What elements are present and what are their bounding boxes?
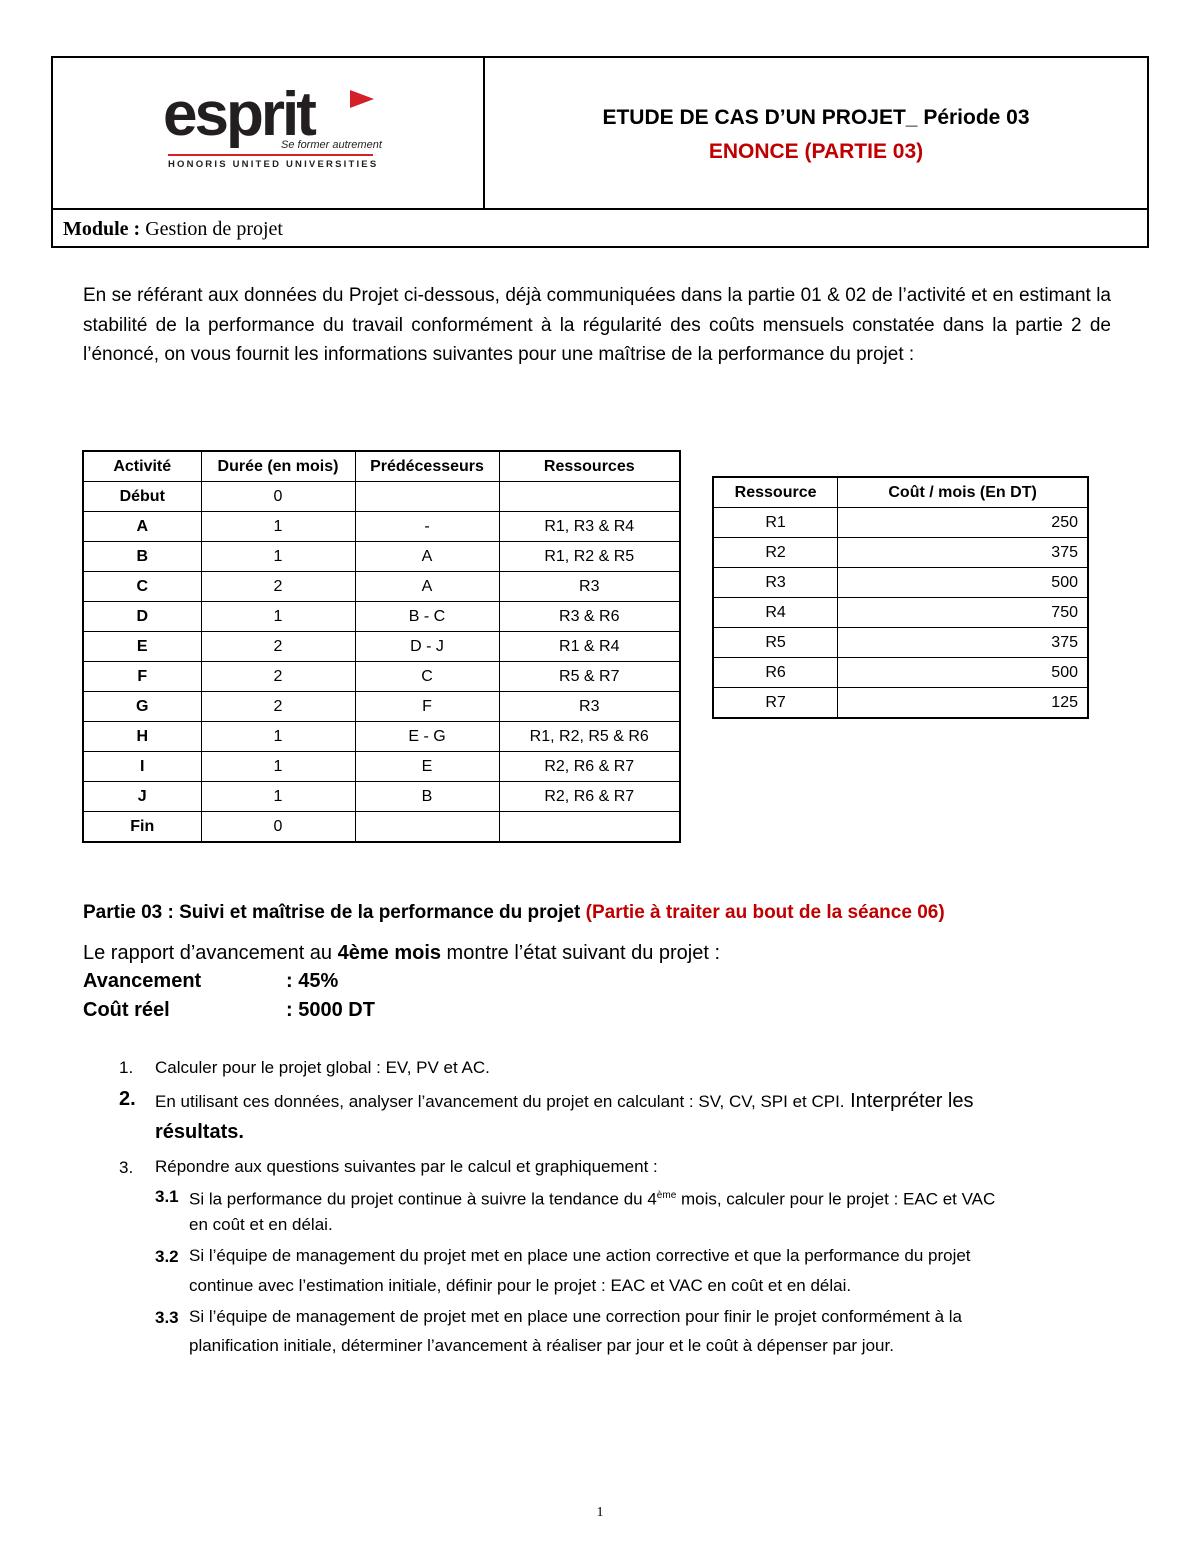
col-header-ressources: Ressources — [499, 451, 680, 482]
duration-cell: 1 — [201, 722, 355, 752]
resource-cell: R4 — [713, 598, 838, 628]
duration-cell: 2 — [201, 692, 355, 722]
cost-cell: 750 — [838, 598, 1088, 628]
rapport-text-1: Le rapport d’avancement au — [83, 942, 338, 964]
activity-cell: F — [83, 662, 201, 692]
q3-text: Répondre aux questions suivantes par le calcul et graphiquement : — [155, 1157, 658, 1176]
predecessors-cell: D - J — [355, 632, 499, 662]
module-label: Module : — [63, 218, 141, 240]
q32-line2: continue avec l’estimation initiale, définir pour le projet : EAC et VAC en coût et en délai. — [189, 1276, 852, 1295]
resources-cell: R5 & R7 — [499, 662, 680, 692]
q32-line1: Si l’équipe de management du projet met en place une action corrective et que la performance du projet — [189, 1246, 971, 1265]
logo-wordmark: esprit — [163, 80, 314, 149]
resource-cell: R7 — [713, 688, 838, 719]
table-row — [83, 572, 680, 602]
module-row — [63, 218, 283, 241]
q31-number: 3.1 — [155, 1187, 179, 1206]
activity-cell: E — [83, 632, 201, 662]
q1-text: Calculer pour le projet global : EV, PV et AC. — [155, 1058, 490, 1077]
table-row — [713, 538, 1088, 568]
resource-cell: R3 — [713, 568, 838, 598]
resources-cell: R1, R3 & R4 — [499, 512, 680, 542]
predecessors-cell — [355, 482, 499, 512]
table-row — [83, 542, 680, 572]
duration-cell: 1 — [201, 512, 355, 542]
activity-cell: H — [83, 722, 201, 752]
q2-text-a: En utilisant ces données, analyser l’avancement du projet en calculant : SV, CV, SPI et CPI. — [155, 1092, 845, 1111]
document-header — [51, 56, 1149, 248]
q2-text-b: Interpréter les — [844, 1090, 974, 1112]
col-header-predecesseurs: Prédécesseurs — [355, 451, 499, 482]
partie3-heading — [83, 902, 945, 924]
q31-text-b: mois, calculer pour le projet : EAC et VAC — [676, 1189, 996, 1209]
page-number: 1 — [596, 1505, 604, 1520]
col-header-duree: Durée (en mois) — [201, 451, 355, 482]
col-header-activite: Activité — [83, 451, 201, 482]
predecessors-cell: - — [355, 512, 499, 542]
avancement-value: : 45% — [286, 970, 339, 992]
duration-cell: 0 — [201, 812, 355, 843]
duration-cell: 1 — [201, 602, 355, 632]
resources-cell: R2, R6 & R7 — [499, 752, 680, 782]
activity-cell: A — [83, 512, 201, 542]
q31-line1 — [189, 1181, 995, 1214]
table-row — [83, 662, 680, 692]
duration-cell: 1 — [201, 542, 355, 572]
activity-cell: J — [83, 782, 201, 812]
q3-number: 3. — [119, 1158, 134, 1177]
resources-cell: R3 — [499, 692, 680, 722]
predecessors-cell: A — [355, 572, 499, 602]
cost-cell: 125 — [838, 688, 1088, 719]
duration-cell: 1 — [201, 782, 355, 812]
table-row — [713, 628, 1088, 658]
predecessors-cell: C — [355, 662, 499, 692]
duration-cell: 2 — [201, 662, 355, 692]
col-header-ressource: Ressource — [713, 477, 838, 508]
resources-cell — [499, 482, 680, 512]
q33-line2: planification initiale, déterminer l’avancement à réaliser par jour et le coût à dépenser par jour. — [189, 1336, 894, 1355]
avancement-label: Avancement — [83, 970, 202, 992]
activity-cell: I — [83, 752, 201, 782]
q1-number: 1. — [119, 1058, 134, 1077]
table-header-row — [83, 451, 680, 482]
predecessors-cell: E — [355, 752, 499, 782]
predecessors-cell: F — [355, 692, 499, 722]
table-row — [83, 812, 680, 843]
duration-cell: 2 — [201, 632, 355, 662]
rapport-line — [83, 942, 720, 965]
predecessors-cell: A — [355, 542, 499, 572]
logo-cell — [53, 58, 485, 208]
resource-cell: R2 — [713, 538, 838, 568]
table-row — [713, 598, 1088, 628]
table-row — [83, 722, 680, 752]
col-header-cout: Coût / mois (En DT) — [838, 477, 1088, 508]
resources-cell: R3 & R6 — [499, 602, 680, 632]
cost-cell: 500 — [838, 568, 1088, 598]
q2-text-c: résultats. — [155, 1121, 244, 1143]
resources-cell: R1 & R4 — [499, 632, 680, 662]
table-row — [713, 688, 1088, 719]
q33-number: 3.3 — [155, 1308, 179, 1327]
q31-line2: en coût et en délai. — [189, 1215, 333, 1234]
esprit-logo — [163, 80, 423, 194]
predecessors-cell: B - C — [355, 602, 499, 632]
activity-cell: Fin — [83, 812, 201, 843]
table-row — [83, 632, 680, 662]
q31-text-a: Si la performance du projet continue à suivre la tendance du 4 — [189, 1189, 657, 1209]
predecessors-cell: B — [355, 782, 499, 812]
cost-cell: 250 — [838, 508, 1088, 538]
activity-cell: B — [83, 542, 201, 572]
logo-divider — [168, 154, 373, 156]
cost-cell: 375 — [838, 628, 1088, 658]
cost-cell: 375 — [838, 538, 1088, 568]
q33-line1: Si l’équipe de management de projet met en place une correction pour finir le projet conformément à la — [189, 1307, 962, 1326]
module-value: Gestion de projet — [145, 218, 283, 240]
resources-cell: R1, R2, R5 & R6 — [499, 722, 680, 752]
cout-reel-label: Coût réel — [83, 999, 170, 1021]
duration-cell: 1 — [201, 752, 355, 782]
table-row — [713, 658, 1088, 688]
intro-paragraph: En se référant aux données du Projet ci-dessous, déjà communiquées dans la partie 01 & 02 de l’activité et en estimant la stabilité de la performance du travail conformément à la régularité des coûts mensuels constatée dans la partie 2 de l’énoncé, on vous fournit les informations suivantes pour une maîtrise de la performance du projet : — [83, 285, 1111, 365]
logo-network: HONORIS UNITED UNIVERSITIES — [168, 159, 379, 170]
cost-cell: 500 — [838, 658, 1088, 688]
activity-cell: Début — [83, 482, 201, 512]
table-row — [83, 512, 680, 542]
activity-cell: G — [83, 692, 201, 722]
table-row — [713, 508, 1088, 538]
title-cell — [485, 58, 1147, 208]
q31-sup: ème — [656, 1190, 677, 1201]
activity-cell: D — [83, 602, 201, 632]
avancement-line — [83, 970, 338, 993]
table-row — [83, 692, 680, 722]
duration-cell: 2 — [201, 572, 355, 602]
q32-number: 3.2 — [155, 1247, 179, 1266]
table-row — [83, 482, 680, 512]
table-header-row — [713, 477, 1088, 508]
document-subtitle: ENONCE (PARTIE 03) — [708, 140, 924, 163]
table-row — [83, 782, 680, 812]
resource-cell: R5 — [713, 628, 838, 658]
resource-cell: R6 — [713, 658, 838, 688]
table-row — [713, 568, 1088, 598]
partie3-note: (Partie à traiter au bout de la séance 06) — [585, 902, 945, 923]
cout-reel-line — [83, 999, 375, 1022]
q2-text — [155, 1087, 1112, 1116]
predecessors-cell — [355, 812, 499, 843]
rapport-month: 4ème mois — [337, 942, 441, 964]
activities-table — [82, 450, 681, 843]
resources-cell: R3 — [499, 572, 680, 602]
activity-cell: C — [83, 572, 201, 602]
duration-cell: 0 — [201, 482, 355, 512]
cout-reel-value: : 5000 DT — [286, 999, 375, 1021]
resources-table — [712, 476, 1089, 719]
resources-cell: R2, R6 & R7 — [499, 782, 680, 812]
resource-cell: R1 — [713, 508, 838, 538]
q2-number: 2. — [119, 1088, 136, 1110]
document-title: ETUDE DE CAS D’UN PROJET_ Période 03 — [602, 106, 1030, 129]
table-row — [83, 602, 680, 632]
resources-cell: R1, R2 & R5 — [499, 542, 680, 572]
header-top-row — [53, 58, 1147, 210]
table-row — [83, 752, 680, 782]
logo-tagline: Se former autrement — [281, 139, 382, 151]
resources-cell — [499, 812, 680, 843]
predecessors-cell: E - G — [355, 722, 499, 752]
rapport-text-2: montre l’état suivant du projet : — [441, 942, 721, 964]
partie3-title: Partie 03 : Suivi et maîtrise de la performance du projet — [83, 902, 581, 923]
logo-flag-icon — [350, 90, 374, 108]
